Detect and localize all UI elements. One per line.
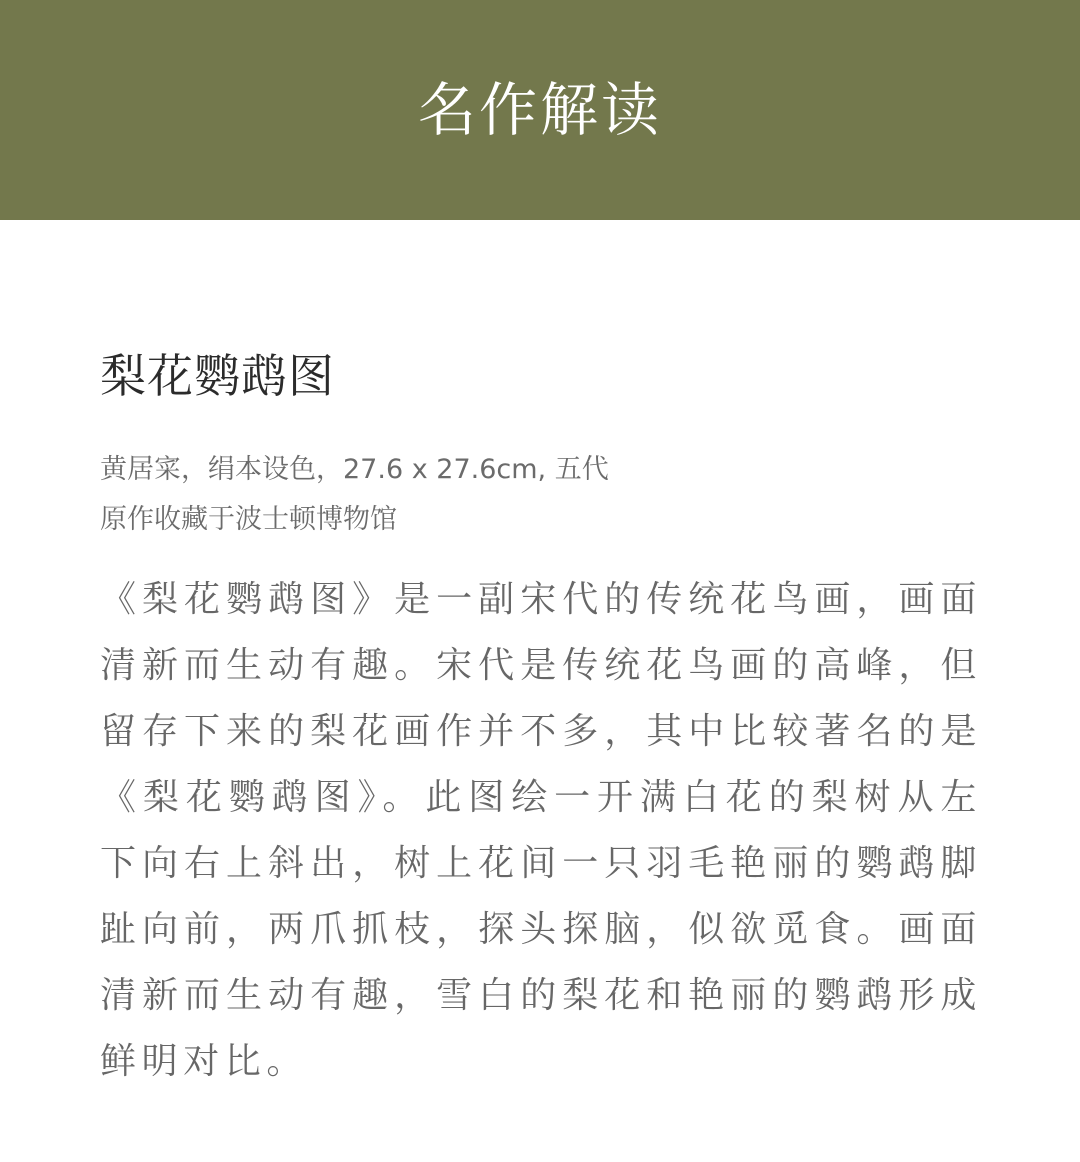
artwork-description: 《梨花鹦鹉图》是一副宋代的传统花鸟画，画面清新而生动有趣。宋代是传统花鸟画的高峰，但留存下来的梨花画作并不多，其中比较著名的是《梨花鹦鹉图》。此图绘一开满白花的梨树从左下向右上斜出，树上花间一只羽毛艳丽的鹦鹉脚趾向前，两爪抓枝，探头探脑，似欲觅食。画面清新而生动有趣，雪白的梨花和艳丽的鹦鹉形成鲜明对比。 [100, 579, 982, 1082]
header-banner [0, 0, 1080, 220]
artwork-title: 梨花鹦鹉图 [100, 349, 335, 403]
artwork-details: 黄居寀，绢本设色，27.6 x 27.6cm, 五代 [100, 454, 609, 485]
artwork-article [100, 345, 982, 1131]
artwork-collection: 原作收藏于波士顿博物馆 [100, 504, 397, 535]
section-title: 名作解读 [417, 76, 662, 144]
artwork-metadata [100, 445, 982, 545]
